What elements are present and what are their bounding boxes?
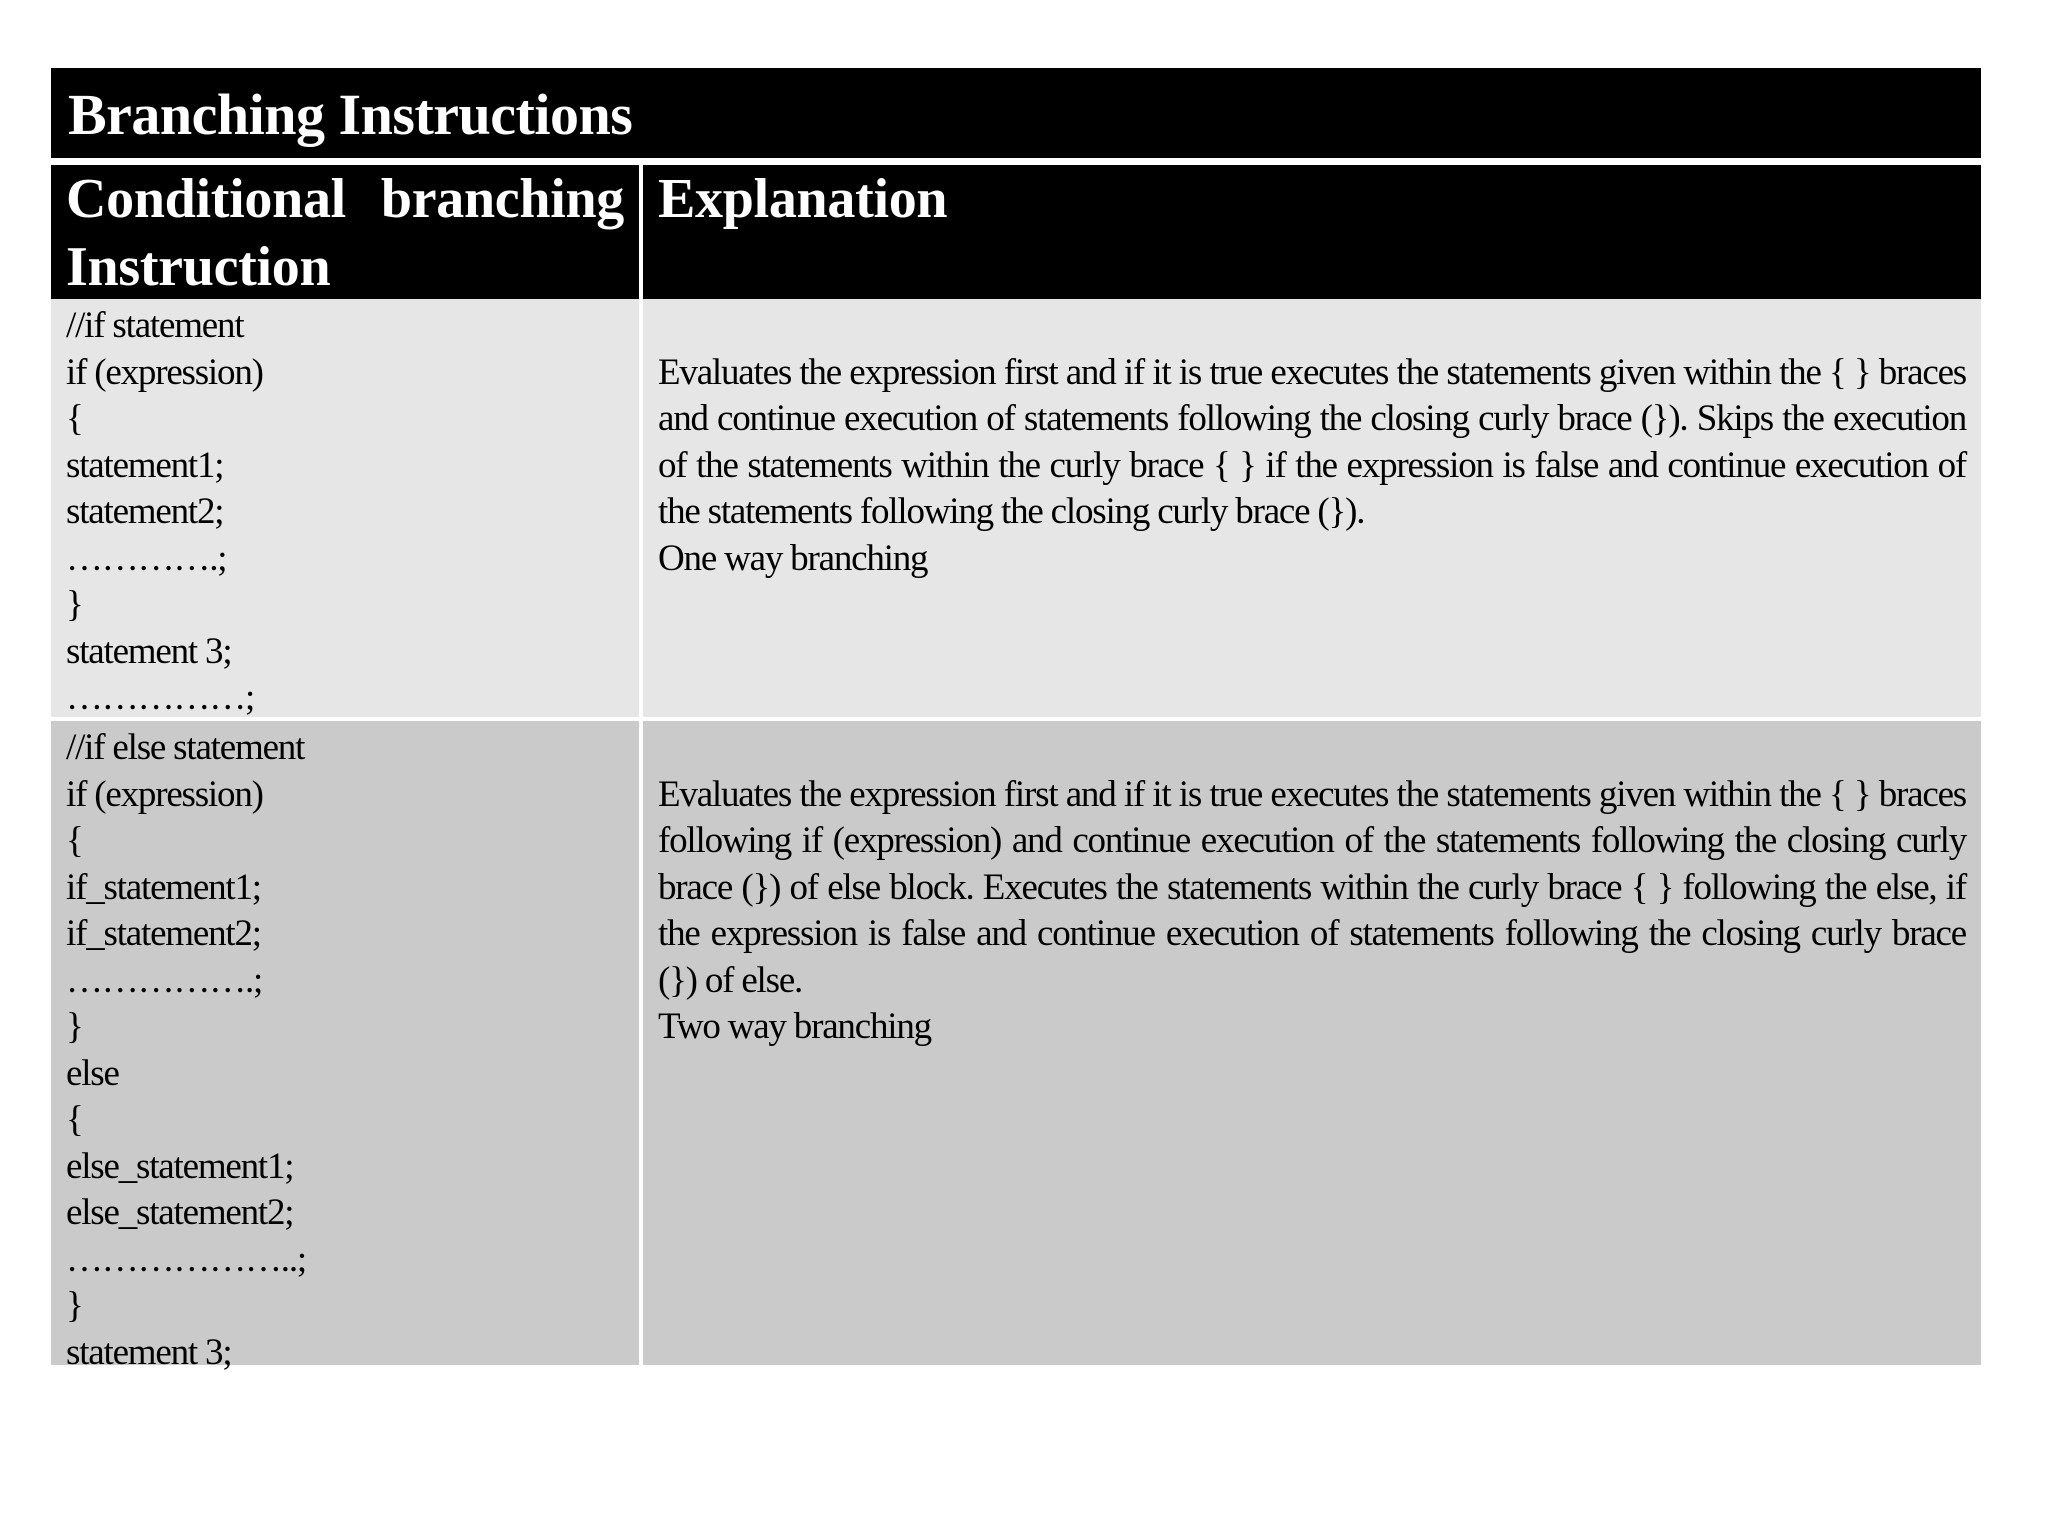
code-line: } bbox=[66, 584, 83, 625]
header-row bbox=[51, 165, 1981, 299]
explanation-cell-if bbox=[643, 299, 1981, 717]
code-line: …………….; bbox=[66, 959, 263, 1001]
table-row-if bbox=[51, 299, 1981, 721]
code-line: if (expression) bbox=[66, 773, 263, 815]
code-line: { bbox=[66, 820, 83, 861]
code-line: ………….; bbox=[66, 537, 227, 579]
header-explanation: Explanation bbox=[643, 165, 1981, 299]
code-line: else bbox=[66, 1052, 119, 1094]
header-left-word1: Conditional bbox=[66, 168, 346, 230]
code-line: { bbox=[66, 398, 83, 439]
title-gap bbox=[51, 158, 1981, 165]
code-line: statement2; bbox=[66, 491, 224, 532]
code-line: ………………..; bbox=[66, 1238, 306, 1280]
code-cell-if bbox=[51, 299, 643, 717]
explanation-spacer bbox=[658, 303, 1966, 350]
explanation-text: Evaluates the expression first and if it is true executes the statements given within the { } braces following if (expression) and continue execution of the statements following the closing curly brace (}) of else block. Executes the statements within the curly brace { } following the else, if the expression is false and continue execution of statements following the closing curly brace (}) of else. bbox=[658, 773, 1966, 1001]
code-line: statement 3; bbox=[66, 1331, 232, 1373]
code-line: if (expression) bbox=[66, 351, 263, 393]
branching-table bbox=[51, 68, 1981, 1373]
code-line: } bbox=[66, 1006, 83, 1047]
branching-type-label: Two way branching bbox=[658, 1006, 931, 1047]
code-line: statement1; bbox=[66, 444, 224, 486]
code-line: //if else statement bbox=[66, 727, 305, 768]
header-conditional-instruction bbox=[51, 165, 643, 299]
code-cell-if-else bbox=[51, 721, 643, 1373]
code-line: { bbox=[66, 1099, 83, 1140]
explanation-text: Evaluates the expression first and if it is true executes the statements given within the { } braces and continue execution of statements following the closing curly brace (}). Skips the execution of the statements within the curly brace { } if the expression is false and continue execution of the statements following the closing curly brace (}). bbox=[658, 351, 1966, 532]
table-row-if-else bbox=[51, 721, 1981, 1373]
code-line: if_statement2; bbox=[66, 913, 261, 954]
code-line: //if statement bbox=[66, 305, 244, 346]
branching-type-label: One way branching bbox=[658, 537, 928, 579]
header-left-line2: Instruction bbox=[66, 236, 331, 298]
explanation-spacer bbox=[658, 725, 1966, 772]
code-line: } bbox=[66, 1285, 83, 1326]
header-left-word2: branching bbox=[380, 168, 624, 230]
code-line: else_statement1; bbox=[66, 1145, 294, 1187]
code-line: ……………; bbox=[66, 677, 255, 718]
code-line: statement 3; bbox=[66, 630, 232, 672]
code-line: else_statement2; bbox=[66, 1192, 294, 1233]
header-left-line1 bbox=[66, 165, 624, 233]
explanation-cell-if-else bbox=[643, 721, 1981, 1365]
table-title: Branching Instructions bbox=[51, 68, 1981, 158]
code-line: if_statement1; bbox=[66, 866, 261, 908]
